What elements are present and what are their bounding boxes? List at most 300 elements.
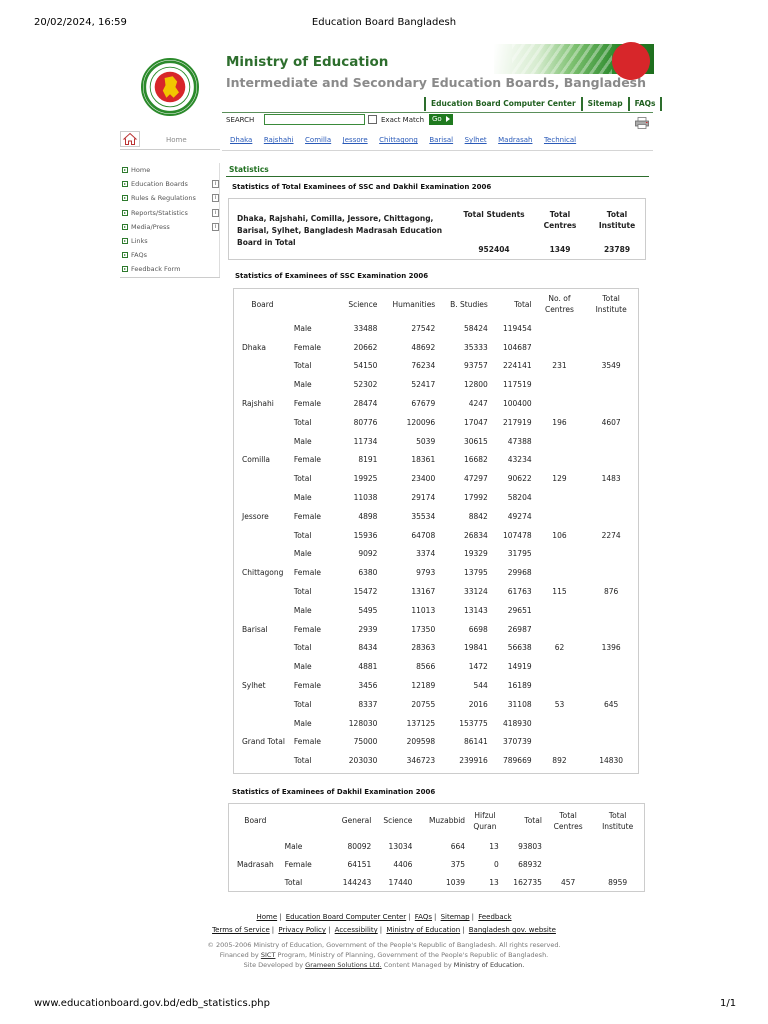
table-cell: 29651 xyxy=(507,605,532,615)
table-cell: 203030 xyxy=(348,756,378,766)
table-row xyxy=(234,639,638,658)
table-cell: 61763 xyxy=(507,587,532,597)
table-cell: 58424 xyxy=(463,323,488,333)
empty-cell xyxy=(584,601,638,620)
gender-label: Female xyxy=(293,342,322,352)
financed-suffix: Program, Ministry of Planning, Government of the People's Republic of Bangladesh. xyxy=(277,951,549,959)
table-cell: 28474 xyxy=(353,399,378,409)
table-cell: 29174 xyxy=(411,493,436,503)
table-row xyxy=(234,375,638,394)
centres-cell: 457 xyxy=(560,877,576,887)
table-row xyxy=(234,526,638,545)
search-label: SEARCH xyxy=(226,116,255,124)
sidebar-item-faqs[interactable] xyxy=(120,248,219,262)
board-name: Barisal xyxy=(242,624,268,634)
gender-label: Male xyxy=(293,380,312,390)
board-link-jessore[interactable]: Jessore xyxy=(342,136,368,144)
table-cell: 54150 xyxy=(353,361,378,371)
table-row xyxy=(234,695,638,714)
empty-cell xyxy=(535,338,585,357)
institutes-cell: 645 xyxy=(603,699,619,709)
table-cell: 15936 xyxy=(353,530,378,540)
gender-label: Male xyxy=(293,662,312,672)
table-cell: 1472 xyxy=(468,662,488,672)
empty-cell xyxy=(584,657,638,676)
table-cell: 100400 xyxy=(502,399,532,409)
ssc-caption: Statistics of Examinees of SSC Examination 2006 xyxy=(235,272,429,280)
gender-label: Total xyxy=(293,699,312,709)
table-cell: 27542 xyxy=(411,323,436,333)
sidebar-item-label: Rules & Regulations xyxy=(131,194,196,203)
ssc-header: Total xyxy=(514,299,532,309)
financed-prefix: Financed by xyxy=(219,951,259,959)
gender-label: Female xyxy=(293,568,322,578)
developer-link[interactable]: Grameen Solutions Ltd. xyxy=(305,961,382,969)
summary-total-centres: 1349 xyxy=(549,245,571,254)
table-cell: 104687 xyxy=(502,342,532,352)
search-input[interactable] xyxy=(264,114,365,125)
gender-label: Male xyxy=(293,605,312,615)
home-icon[interactable] xyxy=(120,131,140,147)
exact-match-checkbox[interactable] xyxy=(368,115,377,124)
table-cell: 162735 xyxy=(513,877,542,887)
table-cell: 47297 xyxy=(463,474,488,484)
empty-cell xyxy=(535,488,585,507)
table-cell: 17047 xyxy=(463,417,488,427)
arrow-bullet-icon xyxy=(122,210,128,216)
summary-total-students: 952404 xyxy=(478,245,510,254)
table-cell: 31795 xyxy=(507,549,532,559)
table-cell: 9092 xyxy=(358,549,378,559)
table-cell: 5495 xyxy=(358,605,378,615)
ssc-header xyxy=(291,289,337,319)
expand-icon[interactable]: i xyxy=(212,180,219,188)
table-row xyxy=(234,751,638,770)
empty-cell xyxy=(584,338,638,357)
faqs-link[interactable]: FAQs xyxy=(630,97,663,111)
table-cell: 4247 xyxy=(468,399,488,409)
arrow-bullet-icon xyxy=(122,195,128,201)
sidebar-item-label: Feedback Form xyxy=(131,265,181,274)
table-cell: 31108 xyxy=(507,699,532,709)
dakhil-header: Total xyxy=(524,816,542,825)
gender-label: Total xyxy=(284,877,303,887)
footer-sitemap-link[interactable]: Sitemap xyxy=(440,913,470,921)
institutes-cell: 8959 xyxy=(608,877,628,887)
centres-cell: 53 xyxy=(554,699,565,709)
sidebar-item-feedback[interactable] xyxy=(120,262,219,276)
table-row xyxy=(234,657,638,676)
footer-home-link[interactable]: Home xyxy=(256,913,278,921)
table-cell: 153775 xyxy=(459,718,488,728)
sidebar-item-label: Media/Press xyxy=(131,222,170,231)
banner-stripes xyxy=(512,44,612,74)
arrow-bullet-icon xyxy=(122,181,128,187)
board-link-comilla[interactable]: Comilla xyxy=(305,136,332,144)
table-cell: 4881 xyxy=(358,662,378,672)
print-url: www.educationboard.gov.bd/edb_statistics.php xyxy=(34,998,270,1009)
table-cell: 3456 xyxy=(358,681,378,691)
arrow-bullet-icon xyxy=(122,238,128,244)
empty-cell xyxy=(535,601,585,620)
empty-cell xyxy=(535,733,585,752)
table-cell: 29968 xyxy=(507,568,532,578)
developed-prefix: Site Developed by xyxy=(243,961,304,969)
sidebar-item-media[interactable] xyxy=(120,220,219,234)
gender-label: Male xyxy=(293,323,312,333)
sidebar xyxy=(120,163,220,277)
table-cell: 18361 xyxy=(411,455,436,465)
table-row xyxy=(234,451,638,470)
table-row xyxy=(234,338,638,357)
ssc-header: B. Studies xyxy=(450,299,488,309)
gender-label: Male xyxy=(293,549,312,559)
manager-name: Ministry of Education. xyxy=(453,961,525,969)
copyright-text: © 2005-2006 Ministry of Education, Government of the People's Republic of Bangladesh. All rights reserved. xyxy=(207,941,561,949)
ssc-table xyxy=(233,288,639,774)
sidebar-item-reports[interactable] xyxy=(120,206,219,220)
board-name: Chittagong xyxy=(242,568,284,578)
summary-total-institute: 23789 xyxy=(603,245,631,254)
table-row xyxy=(234,319,638,338)
gender-label: Total xyxy=(293,474,312,484)
empty-cell xyxy=(584,488,638,507)
empty-cell xyxy=(535,319,585,338)
table-cell: 11734 xyxy=(353,436,378,446)
centres-cell: 892 xyxy=(552,756,567,766)
ssc-header: Humanities xyxy=(392,299,436,309)
table-cell: 28363 xyxy=(411,643,436,653)
table-cell: 224141 xyxy=(502,361,532,371)
table-cell: 52417 xyxy=(411,380,436,390)
board-link-technical[interactable]: Technical xyxy=(543,136,577,144)
table-cell: 35333 xyxy=(463,342,488,352)
home-tab-label[interactable]: Home xyxy=(166,136,187,144)
table-row xyxy=(229,837,644,855)
table-cell: 8566 xyxy=(416,662,436,672)
go-arrow-icon xyxy=(446,116,450,122)
table-cell: 14919 xyxy=(507,662,532,672)
empty-cell xyxy=(545,855,591,873)
empty-cell xyxy=(584,507,638,526)
go-label: Go xyxy=(432,115,442,123)
expand-icon[interactable]: i xyxy=(212,209,219,217)
empty-cell xyxy=(584,319,638,338)
empty-cell xyxy=(535,657,585,676)
table-row xyxy=(234,394,638,413)
gender-label: Male xyxy=(293,436,312,446)
exact-match-label: Exact Match xyxy=(381,116,425,124)
bangladesh-emblem-icon[interactable] xyxy=(141,58,199,116)
footer-computer-center-link[interactable]: Education Board Computer Center xyxy=(285,913,407,921)
table-cell: 26834 xyxy=(463,530,488,540)
gender-label: Male xyxy=(293,718,312,728)
institutes-cell: 1483 xyxy=(601,474,621,484)
table-row xyxy=(234,432,638,451)
board-name: Jessore xyxy=(242,511,269,521)
table-cell: 11038 xyxy=(353,493,378,503)
gender-label: Male xyxy=(284,841,303,851)
table-cell: 8434 xyxy=(358,643,378,653)
ministry-title: Ministry of Education xyxy=(226,54,389,70)
table-cell: 117519 xyxy=(502,380,532,390)
table-cell: 93757 xyxy=(463,361,488,371)
centres-cell: 62 xyxy=(554,643,565,653)
table-cell: 137125 xyxy=(406,718,436,728)
gender-label: Female xyxy=(293,511,322,521)
table-cell: 93803 xyxy=(518,841,542,851)
empty-cell xyxy=(545,837,591,855)
table-cell: 6380 xyxy=(358,568,378,578)
gender-label: Female xyxy=(293,681,322,691)
institutes-cell: 4607 xyxy=(601,417,621,427)
table-cell: 19329 xyxy=(463,549,488,559)
gender-label: Female xyxy=(284,859,312,869)
table-cell: 217919 xyxy=(502,417,532,427)
table-row xyxy=(234,545,638,564)
board-name: Dhaka xyxy=(242,342,266,352)
table-cell: 4406 xyxy=(393,859,413,869)
sidebar-item-links[interactable] xyxy=(120,234,219,248)
table-row xyxy=(234,601,638,620)
nav-divider xyxy=(222,150,653,151)
dakhil-header: Total Institute xyxy=(602,810,634,831)
table-cell: 33124 xyxy=(463,587,488,597)
arrow-bullet-icon xyxy=(122,266,128,272)
table-row xyxy=(234,563,638,582)
table-cell: 664 xyxy=(450,841,466,851)
table-cell: 8842 xyxy=(468,511,488,521)
table-cell: 17350 xyxy=(411,624,436,634)
summary-table xyxy=(228,198,646,260)
table-cell: 64151 xyxy=(347,859,372,869)
top-links xyxy=(424,97,662,111)
ssc-header: Science xyxy=(348,299,378,309)
centres-cell: 231 xyxy=(552,361,567,371)
sitemap-link[interactable]: Sitemap xyxy=(583,97,630,111)
financed-line xyxy=(0,950,768,960)
dakhil-header: Board xyxy=(244,816,267,825)
section-title: Statistics xyxy=(229,165,269,174)
institutes-cell: 1396 xyxy=(601,643,621,653)
home-tab-divider xyxy=(120,149,220,150)
gender-label: Female xyxy=(293,455,322,465)
table-cell: 49274 xyxy=(507,511,532,521)
table-cell: 209598 xyxy=(406,737,436,747)
table-cell: 26987 xyxy=(507,624,532,634)
empty-cell xyxy=(591,837,644,855)
arrow-bullet-icon xyxy=(122,167,128,173)
table-cell: 6698 xyxy=(468,624,488,634)
header-divider xyxy=(222,112,653,113)
empty-cell xyxy=(584,432,638,451)
gender-label: Total xyxy=(293,417,312,427)
sidebar-item-label: Education Boards xyxy=(131,180,188,189)
table-cell: 64708 xyxy=(411,530,436,540)
dakhil-header xyxy=(282,804,326,837)
empty-cell xyxy=(535,676,585,695)
table-cell: 16189 xyxy=(507,681,532,691)
table-cell: 13795 xyxy=(463,568,488,578)
table-row xyxy=(234,714,638,733)
sidebar-item-education-boards[interactable] xyxy=(120,177,219,191)
sict-link[interactable]: SICT xyxy=(260,951,276,959)
table-row xyxy=(234,507,638,526)
table-cell: 86141 xyxy=(463,737,488,747)
table-cell: 544 xyxy=(473,681,488,691)
table-cell: 17440 xyxy=(388,877,413,887)
dakhil-header-row xyxy=(229,804,644,837)
board-name: Comilla xyxy=(242,455,270,465)
table-cell: 67679 xyxy=(411,399,436,409)
table-row xyxy=(234,620,638,639)
table-cell: 30615 xyxy=(463,436,488,446)
footer-ministry-link[interactable]: Ministry of Education xyxy=(386,926,461,934)
computer-center-link[interactable]: Education Board Computer Center xyxy=(426,97,583,111)
table-cell: 4898 xyxy=(358,511,378,521)
table-cell: 15472 xyxy=(353,587,378,597)
table-cell: 20662 xyxy=(353,342,378,352)
table-cell: 370739 xyxy=(502,737,532,747)
footer-privacy-link[interactable]: Privacy Policy xyxy=(278,926,327,934)
empty-cell xyxy=(584,714,638,733)
centres-cell: 196 xyxy=(552,417,567,427)
boards-title: Intermediate and Secondary Education Boards, Bangladesh xyxy=(226,75,647,90)
table-cell: 19925 xyxy=(353,474,378,484)
table-row xyxy=(229,873,644,891)
table-row xyxy=(234,488,638,507)
table-cell: 75000 xyxy=(353,737,378,747)
summary-header: Total Students xyxy=(463,210,525,219)
table-cell: 13034 xyxy=(388,841,413,851)
ssc-header: Total Institute xyxy=(595,294,627,314)
arrow-bullet-icon xyxy=(122,224,128,230)
sidebar-item-label: Links xyxy=(131,237,148,246)
board-link-sylhet[interactable]: Sylhet xyxy=(464,136,487,144)
empty-cell xyxy=(535,394,585,413)
gender-label: Female xyxy=(293,624,322,634)
institutes-cell: 3549 xyxy=(601,361,621,371)
empty-cell xyxy=(584,451,638,470)
dakhil-caption: Statistics of Examinees of Dakhil Examination 2006 xyxy=(232,788,436,796)
table-cell: 107478 xyxy=(502,530,532,540)
footer-accessibility-link[interactable]: Accessibility xyxy=(334,926,378,934)
footer-copyright xyxy=(0,940,768,970)
footer-feedback-link[interactable]: Feedback xyxy=(478,913,512,921)
ssc-header: Board xyxy=(251,299,274,309)
dakhil-header: Total Centres xyxy=(553,810,583,831)
expand-icon[interactable]: i xyxy=(212,194,219,202)
table-cell: 76234 xyxy=(411,361,436,371)
table-cell: 120096 xyxy=(406,417,436,427)
table-cell: 13 xyxy=(489,877,499,887)
gender-label: Total xyxy=(293,361,312,371)
table-cell: 80092 xyxy=(347,841,372,851)
gender-label: Total xyxy=(293,587,312,597)
table-cell: 119454 xyxy=(502,323,532,333)
table-cell: 13 xyxy=(489,841,499,851)
footer-terms-link[interactable]: Terms of Service xyxy=(212,926,270,934)
gender-label: Male xyxy=(293,493,312,503)
empty-cell xyxy=(535,563,585,582)
table-cell: 48692 xyxy=(411,342,436,352)
board-link-madrasah[interactable]: Madrasah xyxy=(498,136,533,144)
expand-icon[interactable]: i xyxy=(212,223,219,231)
empty-cell xyxy=(535,545,585,564)
empty-cell xyxy=(535,451,585,470)
table-cell: 1039 xyxy=(445,877,466,887)
board-link-chittagong[interactable]: Chittagong xyxy=(379,136,418,144)
dakhil-table xyxy=(228,803,645,892)
table-cell: 418930 xyxy=(502,718,532,728)
empty-cell xyxy=(535,507,585,526)
table-cell: 3374 xyxy=(416,549,436,559)
print-icon[interactable] xyxy=(635,114,649,126)
empty-cell xyxy=(584,375,638,394)
empty-cell xyxy=(584,394,638,413)
developed-line xyxy=(0,960,768,970)
table-cell: 35534 xyxy=(411,511,436,521)
sidebar-item-label: Reports/Statistics xyxy=(131,208,188,217)
go-button[interactable] xyxy=(429,114,453,125)
gender-label: Female xyxy=(293,399,322,409)
summary-header: Total Centres xyxy=(543,210,577,230)
summary-header: Total Institute xyxy=(598,210,636,230)
dakhil-header: Muzabbid xyxy=(428,816,466,825)
centres-cell: 129 xyxy=(552,474,567,484)
table-cell: 375 xyxy=(450,859,466,869)
board-name: Sylhet xyxy=(242,681,266,691)
dakhil-header: General xyxy=(341,816,372,825)
board-link-rajshahi[interactable]: Rajshahi xyxy=(263,136,294,144)
table-row xyxy=(234,582,638,601)
dakhil-header: Hifzul Quran xyxy=(473,810,497,831)
table-cell: 33488 xyxy=(353,323,378,333)
table-cell: 52302 xyxy=(353,380,378,390)
table-cell: 17992 xyxy=(463,493,488,503)
sidebar-item-label: Home xyxy=(131,166,151,175)
table-cell: 80776 xyxy=(353,417,378,427)
table-cell: 8337 xyxy=(358,699,378,709)
footer-gov-website-link[interactable]: Bangladesh gov. website xyxy=(468,926,556,934)
summary-caption: Statistics of Total Examinees of SSC and Dakhil Examination 2006 xyxy=(232,183,492,191)
board-link-dhaka[interactable]: Dhaka xyxy=(230,136,253,144)
board-link-barisal[interactable]: Barisal xyxy=(429,136,454,144)
institutes-cell: 14830 xyxy=(599,756,624,766)
table-cell: 23400 xyxy=(411,474,436,484)
print-page-number: 1/1 xyxy=(720,998,737,1009)
ssc-header-row xyxy=(234,289,638,319)
sidebar-item-rules[interactable] xyxy=(120,191,219,205)
summary-label: Dhaka, Rajshahi, Comilla, Jessore, Chittagong, Barisal, Sylhet, Bangladesh Madrasah Education Board in Total xyxy=(237,214,443,247)
table-cell: 11013 xyxy=(411,605,436,615)
table-row xyxy=(234,469,638,488)
institutes-cell: 2274 xyxy=(601,530,621,540)
sidebar-item-home[interactable] xyxy=(120,163,219,177)
footer-links-row2: Terms of Service | Privacy Policy | Accessibility | Ministry of Education | Bangladesh gov. website xyxy=(212,926,556,934)
footer-faqs-link[interactable]: FAQs xyxy=(414,913,432,921)
empty-cell xyxy=(591,855,644,873)
table-cell: 12800 xyxy=(463,380,488,390)
table-cell: 20755 xyxy=(411,699,436,709)
table-cell: 68932 xyxy=(518,859,542,869)
sidebar-item-label: FAQs xyxy=(131,251,147,260)
table-row xyxy=(234,357,638,376)
gender-label: Female xyxy=(293,737,322,747)
table-cell: 8191 xyxy=(358,455,378,465)
table-cell: 2016 xyxy=(468,699,488,709)
empty-cell xyxy=(584,620,638,639)
